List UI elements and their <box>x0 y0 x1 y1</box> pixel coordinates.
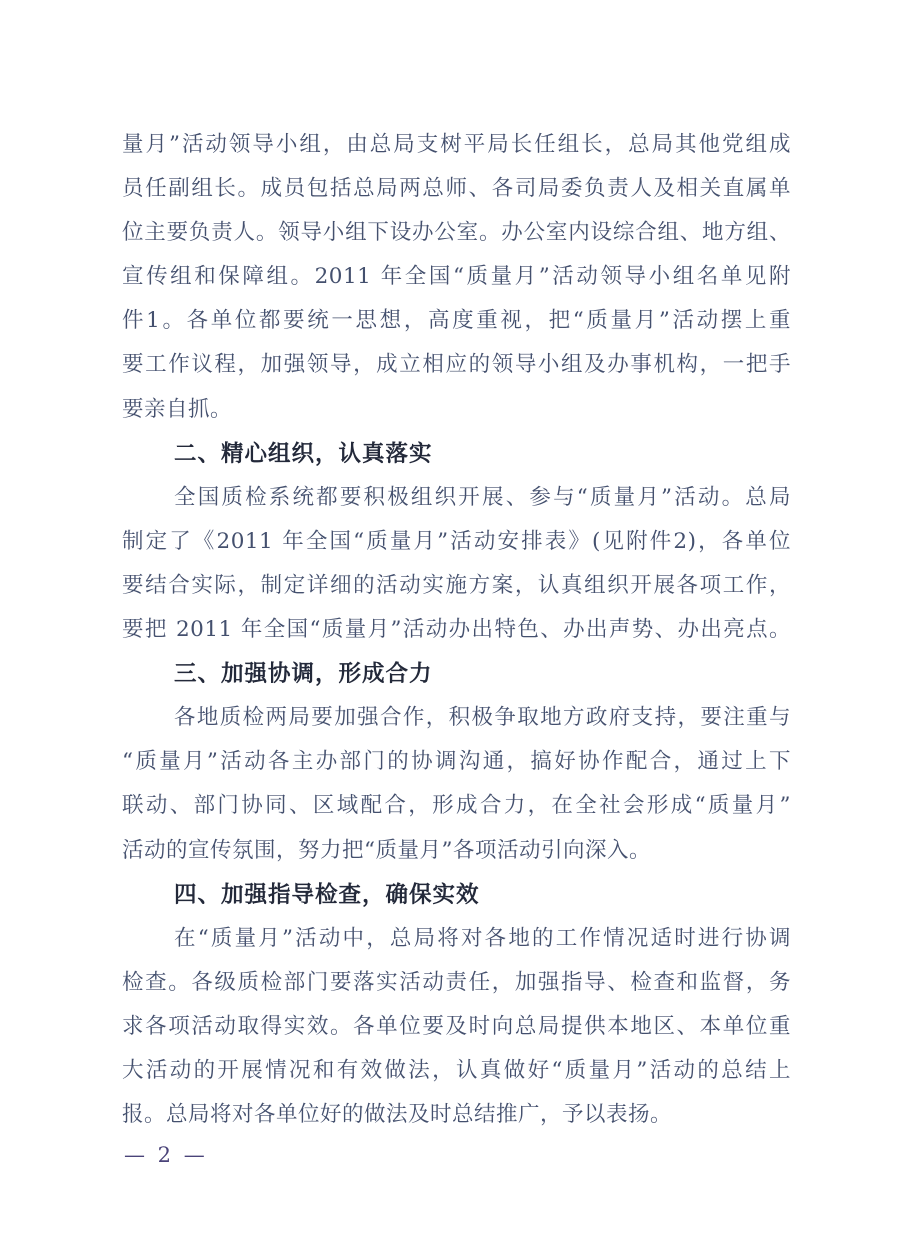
text-line: 量月”活动领导小组，由总局支树平局长任组长，总局其他党组成 <box>122 132 791 157</box>
document-body <box>122 123 791 1137</box>
text-line: 件1。各单位都要统一思想，高度重视，把“质量月”活动摆上重 <box>122 308 791 334</box>
section-heading: 二、精心组织，认真落实 <box>174 440 433 467</box>
text-line: 要把 2011 年全国“质量月”活动办出特色、办出声势、办出亮点。 <box>122 617 791 643</box>
section-heading: 三、加强协调，形成合力 <box>174 661 433 688</box>
section-heading: 四、加强指导检查，确保实效 <box>174 881 480 908</box>
text-line: 要结合实际，制定详细的活动实施方案，认真组织开展各项工作， <box>122 572 791 598</box>
text-line: 全国质检系统都要积极组织开展、参与“质量月”活动。总局 <box>174 484 791 510</box>
text-line: 检查。各级质检部门要落实活动责任，加强指导、检查和监督，务 <box>122 969 791 995</box>
text-line: 要亲自抓。 <box>122 396 233 422</box>
text-line: 员任副组长。成员包括总局两总师、各司局委负责人及相关直属单 <box>122 176 791 202</box>
text-line: 要工作议程，加强领导，成立相应的领导小组及办事机构，一把手 <box>122 352 791 378</box>
text-line: 联动、部门协同、区域配合，形成合力，在全社会形成“质量月” <box>122 793 791 819</box>
text-line: “质量月”活动各主办部门的协调沟通，搞好协作配合，通过上下 <box>122 749 791 775</box>
text-line: 位主要负责人。领导小组下设办公室。办公室内设综合组、地方组、 <box>122 220 791 246</box>
text-line: 求各项活动取得实效。各单位要及时向总局提供本地区、本单位重 <box>122 1013 791 1039</box>
text-line: 活动的宣传氛围，努力把“质量月”各项活动引向深入。 <box>122 837 651 863</box>
text-line: 在“质量月”活动中，总局将对各地的工作情况适时进行协调 <box>174 925 791 951</box>
text-line: 制定了《2011 年全国“质量月”活动安排表》(见附件2)，各单位 <box>122 528 791 554</box>
text-line: 大活动的开展情况和有效做法，认真做好“质量月”活动的总结上 <box>122 1057 791 1083</box>
page-number: — 2 — <box>124 1143 208 1167</box>
text-line: 各地质检两局要加强合作，积极争取地方政府支持，要注重与 <box>174 705 791 731</box>
text-line: 报。总局将对各单位好的做法及时总结推广，予以表扬。 <box>122 1102 673 1128</box>
text-line: 宣传组和保障组。2011 年全国“质量月”活动领导小组名单见附 <box>122 264 791 290</box>
